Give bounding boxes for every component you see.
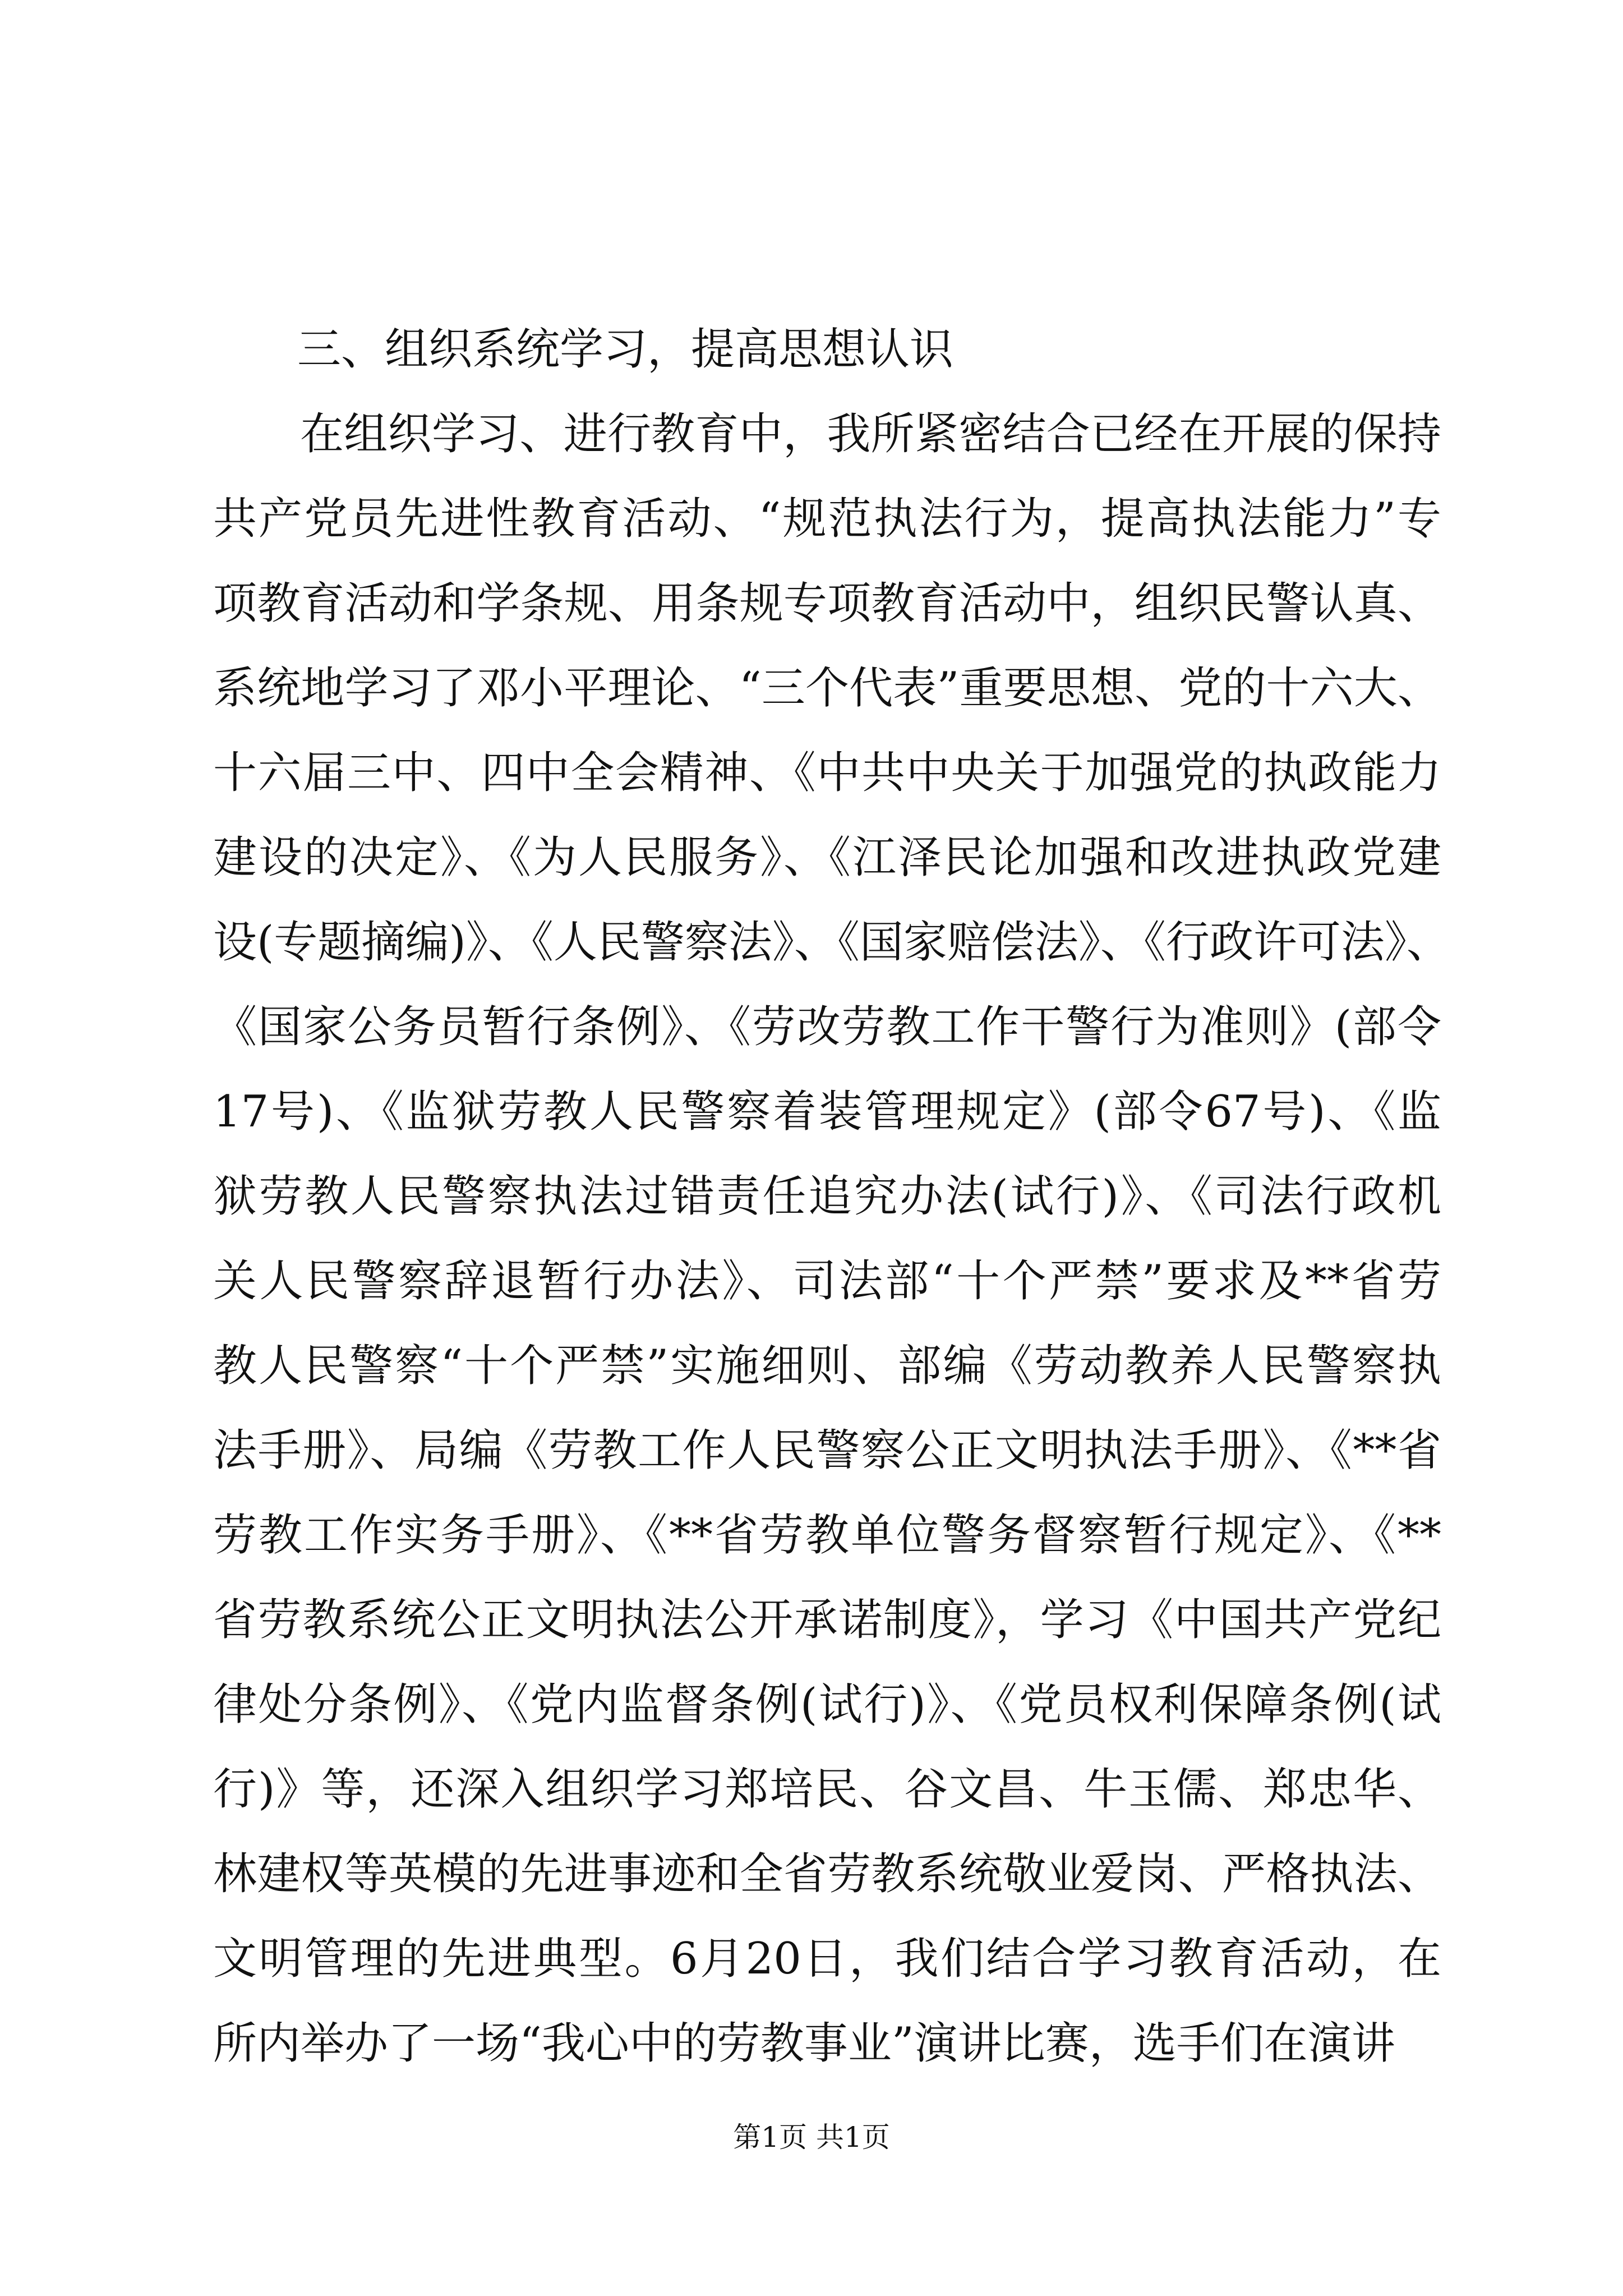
paragraph-line: 关人民警察辞退暂行办法》、司法部“十个严禁”要求及**省劳 bbox=[213, 1256, 1441, 1306]
paragraph-line: 十六届三中、四中全会精神、《中共中央关于加强党的执政能力 bbox=[213, 748, 1441, 798]
paragraph-line: 《国家公务员暂行条例》、《劳改劳教工作干警行为准则》(部令 bbox=[213, 1002, 1441, 1052]
paragraph-line: 狱劳教人民警察执法过错责任追究办法(试行)》、《司法行政机 bbox=[213, 1171, 1441, 1222]
paragraph-line: 在组织学习、进行教育中，我所紧密结合已经在开展的保持 bbox=[300, 409, 1441, 459]
paragraph-line: 律处分条例》、《党内监督条例(试行)》、《党员权利保障条例(试 bbox=[213, 1680, 1441, 1730]
paragraph-line: 文明管理的先进典型。6月20日，我们结合学习教育活动，在 bbox=[213, 1934, 1441, 1984]
paragraph-line: 设(专题摘编)》、《人民警察法》、《国家赔偿法》、《行政许可法》、 bbox=[213, 917, 1450, 968]
paragraph-line: 项教育活动和学条规、用条规专项教育活动中，组织民警认真、 bbox=[213, 578, 1441, 629]
paragraph-line: 共产党员先进性教育活动、“规范执法行为，提高执法能力”专 bbox=[213, 494, 1441, 544]
paragraph-line: 所内举办了一场“我心中的劳教事业”演讲比赛，选手们在演讲 bbox=[213, 2018, 1395, 2069]
page-number-footer: 第1页 共1页 bbox=[733, 2121, 890, 2154]
body-paragraph bbox=[213, 392, 1450, 2086]
paragraph-line: 建设的决定》、《为人民服务》、《江泽民论加强和改进执政党建 bbox=[213, 832, 1441, 883]
paragraph-line: 行)》等，还深入组织学习郑培民、谷文昌、牛玉儒、郑忠华、 bbox=[213, 1764, 1441, 1815]
paragraph-line: 教人民警察“十个严禁”实施细则、部编《劳动教养人民警察执 bbox=[213, 1341, 1441, 1391]
paragraph-line: 林建权等英模的先进事迹和全省劳教系统敬业爱岗、严格执法、 bbox=[213, 1849, 1441, 1899]
section-heading: 三、组织系统学习，提高思想认识 bbox=[297, 324, 954, 375]
paragraph-line: 劳教工作实务手册》、《**省劳教单位警务督察暂行规定》、《** bbox=[213, 1510, 1441, 1561]
paragraph-line: 17号)、《监狱劳教人民警察着装管理规定》(部令67号)、《监 bbox=[213, 1087, 1441, 1137]
document-body bbox=[213, 307, 1450, 2086]
paragraph-line: 法手册》、局编《劳教工作人民警察公正文明执法手册》、《**省 bbox=[213, 1425, 1441, 1476]
paragraph-line: 省劳教系统公正文明执法公开承诺制度》，学习《中国共产党纪 bbox=[213, 1595, 1441, 1645]
paragraph-line: 系统地学习了邓小平理论、“三个代表”重要思想、党的十六大、 bbox=[213, 663, 1441, 714]
